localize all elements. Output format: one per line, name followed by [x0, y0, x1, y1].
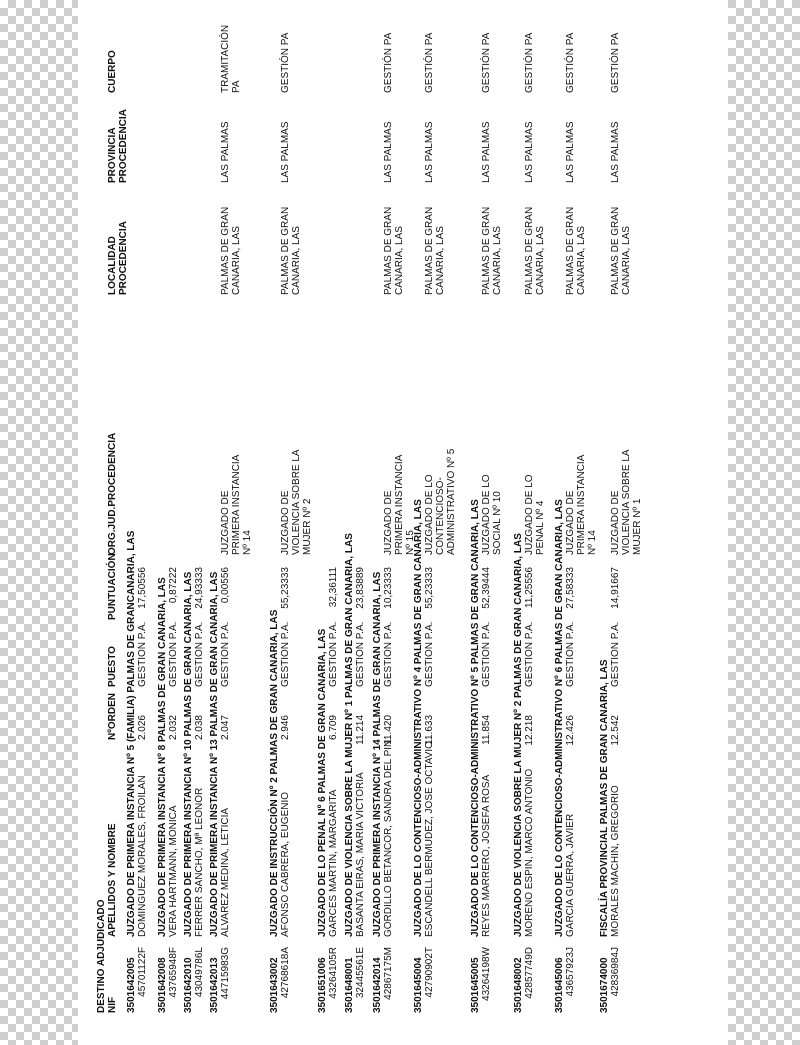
row-name: ALVAREZ MEDINA, LETICIA [220, 807, 231, 937]
group-court: FISCALÍA PROVINCIAL PALMAS DE GRAN CANARIA, LAS [599, 659, 610, 937]
row-localidad: PALMAS DE GRAN CANARIA, LAS [481, 206, 503, 295]
row-orden: 6.709 [328, 715, 339, 741]
row-puntuacion: 0,87222 [168, 567, 179, 604]
group-court: JUZGADO DE PRIMERA INSTANCIA Nº 10 PALMAS DE GRAN CANARIA, LAS [183, 571, 194, 937]
row-name: BASANTA EIRAS, MARIA VICTORIA [355, 772, 366, 937]
row-org: JUZGADO DE LO PENAL Nº 4 [524, 474, 546, 555]
row-org: JUZGADO DE PRIMERA INSTANCIA Nº 14 [565, 455, 598, 555]
group-code: 3501642013 [209, 957, 220, 1013]
row-cuerpo: GESTIÓN PA [524, 32, 535, 93]
row-orden: 11.633 [424, 715, 435, 745]
row-puntuacion: 32,36111 [328, 567, 339, 608]
rotated-table [78, 0, 728, 1045]
row-puntuacion: 52,39444 [481, 567, 492, 609]
row-provincia: LAS PALMAS [524, 121, 535, 183]
row-org: JUZGADO DE VIOLENCIA SOBRE LA MUJER Nº 2 [280, 449, 313, 555]
header-puesto: PUESTO [107, 646, 118, 687]
row-name: REYES MARRERO, JOSEFA ROSA [481, 774, 492, 937]
row-nif: 42790902T [424, 947, 435, 998]
group-code: 3501651006 [317, 957, 328, 1013]
row-org: JUZGADO DE PRIMERA INSTANCIA Nº 15 [383, 455, 416, 555]
row-localidad: PALMAS DE GRAN CANARIA, LAS [424, 206, 446, 295]
row-puntuacion: 10,23333 [383, 567, 394, 609]
group-code: 3501645005 [470, 957, 481, 1013]
row-puntuacion: 0,00556 [220, 567, 231, 604]
row-provincia: LAS PALMAS [383, 121, 394, 183]
row-name: DOMINGUEZ MORALES, FROILAN [137, 775, 148, 937]
row-name: MORALES MACHIN, GREGORIO [610, 785, 621, 937]
row-name: MORENO ESPIN, MARCO ANTONIO [524, 768, 535, 937]
row-nif: 43264198W [481, 947, 492, 1001]
group-code: 3501642008 [157, 957, 168, 1013]
row-orden: 2.038 [194, 715, 205, 741]
row-cuerpo: GESTIÓN PA [280, 32, 291, 93]
row-puntuacion: 11,25556 [524, 567, 535, 608]
group-court: JUZGADO DE VIOLENCIA SOBRE LA MUJER Nº 1 PALMAS DE GRAN CANARIA, LAS [344, 533, 355, 937]
row-name: AFONSO CABRERA, EUGENIO [280, 791, 291, 937]
row-cuerpo: GESTIÓN PA [383, 32, 394, 93]
header-org: ORG.JUD.PROCEDENCIA [107, 432, 118, 555]
header-norden: NºORDEN [107, 693, 118, 740]
row-orden: 12.218 [524, 715, 535, 746]
row-localidad: PALMAS DE GRAN CANARIA, LAS [280, 206, 302, 295]
row-orden: 2.047 [220, 715, 231, 741]
row-orden: 2.032 [168, 715, 179, 741]
row-puesto: GESTION P.A. [524, 621, 535, 687]
row-puesto: GESTION P.A. [280, 621, 291, 687]
header-cuerpo: CUERPO [107, 50, 118, 93]
row-cuerpo: GESTIÓN PA [481, 32, 492, 93]
group-code: 3501642014 [372, 957, 383, 1013]
row-cuerpo: GESTIÓN PA [610, 32, 621, 93]
row-provincia: LAS PALMAS [220, 121, 231, 183]
row-localidad: PALMAS DE GRAN CANARIA, LAS [220, 206, 242, 295]
row-puntuacion: 17,50556 [137, 567, 148, 609]
group-court: JUZGADO DE PRIMERA INSTANCIA Nº 8 PALMAS DE GRAN CANARIA, LAS [157, 577, 168, 937]
row-cuerpo: TRAMITACIÓN PA [220, 24, 242, 93]
group-court: JUZGADO DE LO CONTENCIOSO-ADMINISTRATIVO Nº 6 PALMAS DE GRAN CANARIA, LAS [554, 499, 565, 937]
row-puesto: GESTION P.A. [481, 621, 492, 687]
row-name: GORDILLO BETANCOR, SANDRA DEL PIN [383, 739, 394, 937]
group-code: 3501643002 [269, 957, 280, 1013]
row-puesto: GESTION P.A. [328, 621, 339, 687]
row-provincia: LAS PALMAS [424, 121, 435, 183]
group-court: JUZGADO DE LO CONTENCIOSO-ADMINISTRATIVO Nº 5 PALMAS DE GRAN CANARIA, LAS [470, 499, 481, 937]
row-nif: 42768618A [280, 947, 291, 999]
group-code: 3501642005 [126, 957, 137, 1013]
header-provincia: PROVINCIA PROCEDENCIA [107, 109, 129, 183]
row-name: GARCIA GUERRA, JAVIER [565, 813, 576, 937]
header-nif: NIF [107, 996, 118, 1013]
row-nif: 32445561E [355, 947, 366, 999]
row-nif: 43765948F [168, 947, 179, 998]
row-nif: 42857749D [524, 947, 535, 999]
row-orden: 12.426 [565, 715, 576, 746]
group-court: JUZGADO DE PRIMERA INSTANCIA Nº 13 PALMAS DE GRAN CANARIA, LAS [209, 571, 220, 937]
group-code: 3501645006 [554, 957, 565, 1013]
group-code: 3501645004 [413, 957, 424, 1013]
row-puesto: GESTION P.A. [194, 621, 205, 687]
row-orden: 12.542 [610, 715, 621, 746]
group-code: 3501642010 [183, 957, 194, 1013]
row-nif: 44715983G [220, 947, 231, 1000]
row-orden: 2.946 [280, 715, 291, 741]
group-court: JUZGADO DE INSTRUCCIÓN Nº 2 PALMAS DE GRAN CANARIA, LAS [269, 609, 280, 937]
row-cuerpo: GESTIÓN PA [565, 32, 576, 93]
row-localidad: PALMAS DE GRAN CANARIA, LAS [565, 206, 587, 295]
header-localidad: LOCALIDAD PROCEDENCIA [107, 221, 129, 295]
row-provincia: LAS PALMAS [481, 121, 492, 183]
row-name: FERRER SANCHO, Mª LEONOR [194, 787, 205, 937]
row-puesto: GESTION P.A. [355, 621, 366, 687]
row-puntuacion: 55,23333 [424, 567, 435, 609]
row-localidad: PALMAS DE GRAN CANARIA, LAS [524, 206, 546, 295]
group-court: JUZGADO DE VIOLENCIA SOBRE LA MUJER Nº 2 PALMAS DE GRAN CANARIA, LAS [513, 533, 524, 937]
row-localidad: PALMAS DE GRAN CANARIA, LAS [383, 206, 405, 295]
row-orden: 11.420 [383, 715, 394, 745]
group-code: 3501648001 [344, 957, 355, 1013]
row-nif: 43264105R [328, 947, 339, 999]
row-puntuacion: 24,93333 [194, 567, 205, 609]
row-puesto: GESTION P.A. [610, 621, 621, 687]
row-name: GARCES MARTIN, MARGARITA [328, 789, 339, 937]
row-org: JUZGADO DE VIOLENCIA SOBRE LA MUJER Nº 1 [610, 449, 643, 555]
row-localidad: PALMAS DE GRAN CANARIA, LAS [610, 206, 632, 295]
row-puntuacion: 23,83889 [355, 567, 366, 609]
group-court: JUZGADO DE PRIMERA INSTANCIA Nº 14 PALMAS DE GRAN CANARIA, LAS [372, 571, 383, 937]
row-nif: 42867175M [383, 947, 394, 1000]
row-org: JUZGADO DE PRIMERA INSTANCIA Nº 14 [220, 455, 253, 555]
row-org: JUZGADO DE LO CONTENCIOSO-ADMINISTRATIVO Nº 5 [424, 448, 457, 555]
row-nif: 43657923J [565, 947, 576, 997]
group-code: 3501674000 [599, 957, 610, 1013]
row-provincia: LAS PALMAS [280, 121, 291, 183]
group-court: JUZGADO DE LO PENAL Nº 6 PALMAS DE GRAN CANARIA, LAS [317, 628, 328, 937]
row-cuerpo: GESTIÓN PA [424, 32, 435, 93]
group-court: JUZGADO DE PRIMERA INSTANCIA Nº 5 (FAMILIA) PALMAS DE GRANCANARIA, LAS [126, 530, 137, 937]
row-name: VERA HARTMANN, MONICA [168, 805, 179, 937]
row-puesto: GESTION P.A. [137, 621, 148, 687]
row-puesto: GESTION P.A. [565, 621, 576, 687]
row-puntuacion: 27,58333 [565, 567, 576, 609]
header-puntuacion: PUNTUACIÓN [107, 553, 118, 620]
row-puesto: GESTION P.A. [168, 621, 179, 687]
row-nif: 43049786L [194, 947, 205, 998]
document-page [78, 0, 728, 1045]
row-orden: 11.214 [355, 715, 366, 745]
row-orden: 2.026 [137, 715, 148, 741]
doc-title: DESTINO ADJUDICADO [96, 899, 107, 1013]
row-provincia: LAS PALMAS [610, 121, 621, 183]
row-puntuacion: 14,91667 [610, 567, 621, 609]
row-nif: 42836984J [610, 947, 621, 997]
row-nif: 45701122F [137, 947, 148, 997]
row-puesto: GESTION P.A. [220, 621, 231, 687]
row-name: ESCANDELL BERMUDEZ, JOSE OCTAVIO [424, 741, 435, 937]
group-code: 3501648002 [513, 957, 524, 1013]
row-provincia: LAS PALMAS [565, 121, 576, 183]
header-apellidos: APELLIDOS Y NOMBRE [107, 823, 118, 937]
row-puesto: GESTION P.A. [383, 621, 394, 687]
row-puntuacion: 55,23333 [280, 567, 291, 609]
row-org: JUZGADO DE LO SOCIAL Nº 10 [481, 474, 503, 555]
row-orden: 11.854 [481, 715, 492, 745]
group-court: JUZGADO DE LO CONTENCIOSO-ADMINISTRATIVO Nº 4 PALMAS DE GRAN CANARIA, LAS [413, 499, 424, 937]
row-puesto: GESTION P.A. [424, 621, 435, 687]
